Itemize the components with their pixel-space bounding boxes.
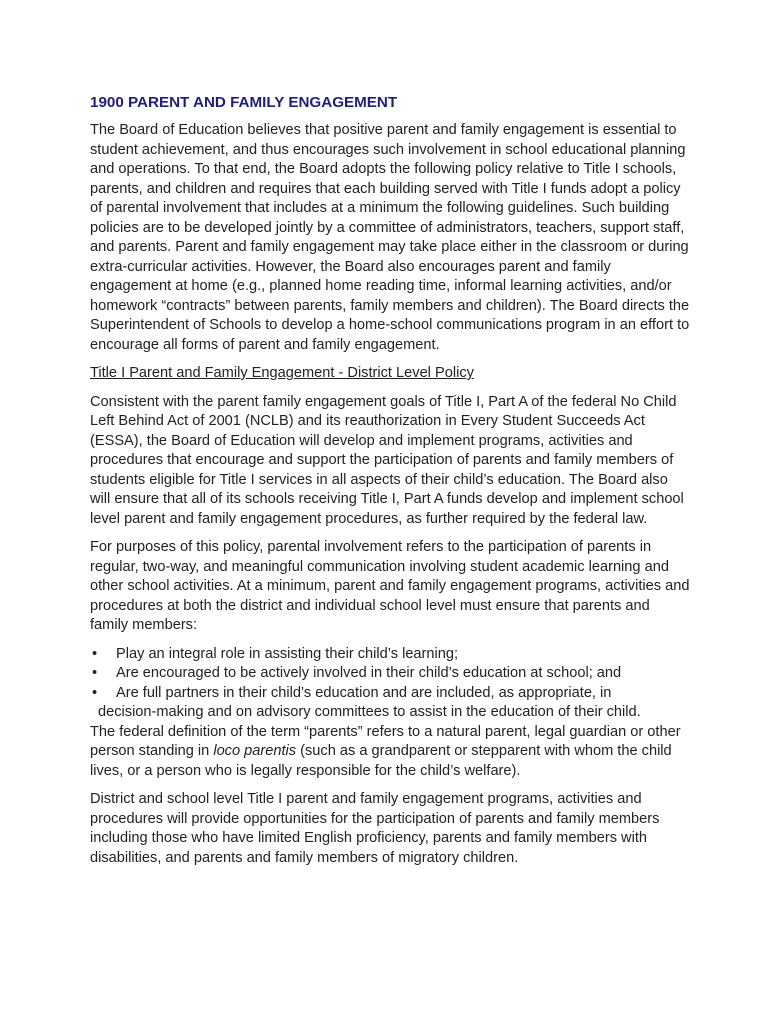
consistent-paragraph: Consistent with the parent family engagement goals of Title I, Part A of the federal No Child Left Behind Act of 2001 (NCLB) and its reauthorization in Every Student Succeeds Act (ESSA), the Board of Education will develop and implement programs, activities and procedures that encourage and support the participation of parents and family members of students eligible for Title I services in all aspects of their child’s education. The Board also will ensure that all of its schools receiving Title I, Part A funds develop and implement school level parent and family engagement procedures, as further required by the federal law. bbox=[90, 393, 684, 527]
list-item bbox=[90, 684, 690, 704]
document-page bbox=[90, 93, 690, 877]
page-title: 1900 PARENT AND FAMILY ENGAGEMENT bbox=[90, 94, 398, 111]
parents-definition-paragraph bbox=[90, 723, 690, 782]
definition-text-start: The federal definition of the term “parents” refers to a natural parent, legal guardian or other person standing in bbox=[90, 723, 681, 759]
definition-text-end: (such as a grandparent or stepparent with whom the child lives, or a person who is legally responsible for the child’s welfare). bbox=[90, 743, 672, 779]
requirements-list bbox=[90, 645, 690, 704]
district-paragraph: District and school level Title I parent and family engagement programs, activities and procedures will provide opportunities for the participation of parents and family members including those who have limited English proficiency, parents and family members with disabilities, and parents and family members of migratory children. bbox=[90, 791, 660, 866]
list-item-continuation: decision-making and on advisory committees to assist in the education of their child. bbox=[98, 704, 641, 720]
section-subheading: Title I Parent and Family Engagement - District Level Policy bbox=[90, 365, 474, 381]
bullet-icon: • bbox=[92, 665, 98, 681]
list-item-text: Are full partners in their child’s education and are included, as appropriate, in bbox=[116, 684, 612, 701]
purposes-paragraph: For purposes of this policy, parental involvement refers to the participation of parents in regular, two-way, and meaningful communication involving student academic learning and other school activities. At a minimum, parent and family engagement programs, activities and procedures at both the district and individual school level must ensure that parents and family members: bbox=[90, 539, 690, 633]
definition-italic-term: loco parentis bbox=[213, 743, 297, 759]
list-item-text: Are encouraged to be actively involved in their child’s education at school; and bbox=[116, 665, 622, 681]
list-item bbox=[90, 664, 690, 684]
list-item bbox=[90, 645, 690, 665]
bullet-icon: • bbox=[92, 684, 98, 701]
bullet-icon: • bbox=[92, 645, 98, 662]
intro-paragraph: The Board of Education believes that positive parent and family engagement is essential to student achievement, and thus encourages such involvement in school educational planning and operations. To that end, the Board adopts the following policy relative to Title I schools, parents, and children and requires that each building served with Title I funds adopt a policy of parental involvement that includes at a minimum the following guidelines. Such building policies are to be developed jointly by a committee of administrators, teachers, support staff, and parents. Parent and family engagement may take place either in the classroom or during extra-curricular activities. However, the Board also encourages parent and family engagement at home (e.g., planned home reading time, informal learning activities, and/or homework “contracts” between parents, family members and children). The Board directs the Superintendent of Schools to develop a home-school communications program in an effort to encourage all forms of parent and family engagement. bbox=[90, 122, 690, 353]
list-item-text: Play an integral role in assisting their child’s learning; bbox=[116, 645, 459, 662]
